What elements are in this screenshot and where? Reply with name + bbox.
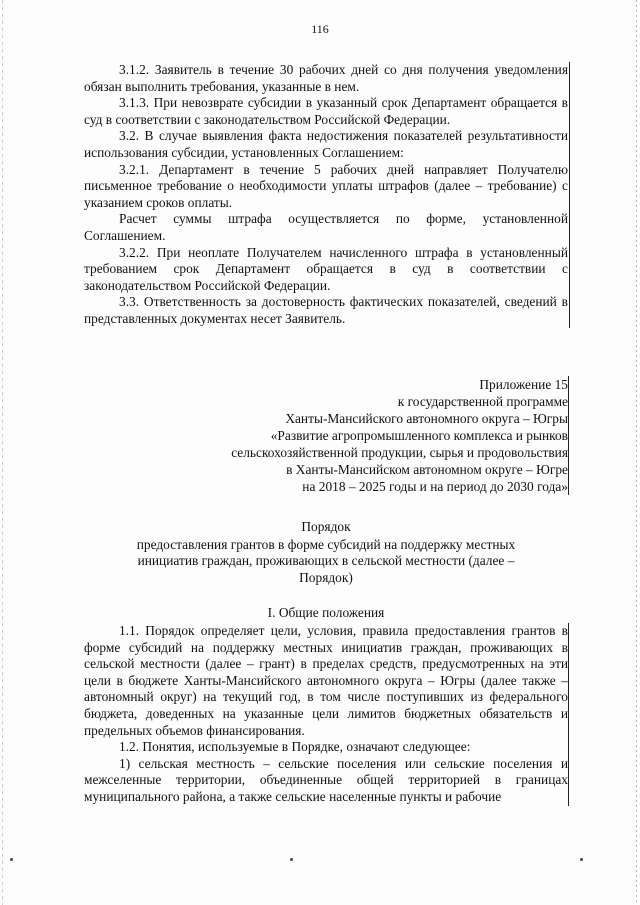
title-heading: Порядок bbox=[301, 519, 351, 534]
paragraph-fine-calc: Расчет суммы штрафа осуществляется по форме, установленной Соглашением. bbox=[84, 211, 568, 243]
appendix-line: Ханты-Мансийского автономного округа – Югры bbox=[285, 411, 568, 426]
appendix-line: сельскохозяйственной продукции, сырья и продовольствия bbox=[231, 445, 568, 460]
paragraph-3-1-2: 3.1.2. Заявитель в течение 30 рабочих дней со дня получения уведомления обязан выполнить требования, указанные в нем. bbox=[84, 62, 568, 94]
top-paragraphs bbox=[84, 62, 570, 328]
paragraph-1-1: 1.1. Порядок определяет цели, условия, правила предоставления грантов в форме субсидий на поддержку местных инициатив граждан, проживающих в сельской местности (далее – грант) в пределах средств, предусмотренных на эти цели в бюджете Ханты-Мансийского автономного округа – Югры (далее также – автономный округ) на текущий год, в том числе поступивших из федерального бюджета, доведенных на указанные цели лимитов бюджетных обязательств и предельных объемов финансирования. bbox=[84, 623, 568, 738]
section-heading: I. Общие положения bbox=[267, 605, 385, 620]
scan-edge-left bbox=[2, 0, 3, 905]
paragraph-3-3: 3.3. Ответственность за достоверность фактических показателей, сведений в представленных документах несет Заявитель. bbox=[84, 294, 568, 326]
document-title bbox=[84, 519, 568, 586]
title-subtitle-line: Порядок) bbox=[299, 569, 353, 585]
appendix-header bbox=[150, 376, 569, 495]
appendix-line: к государственной программе bbox=[397, 394, 568, 409]
paragraph-3-2-1: 3.2.1. Департамент в течение 5 рабочих дней направляет Получателю письменное требование о необходимости уплаты штрафов (далее – требование) с указанием сроков оплаты. bbox=[84, 161, 568, 210]
appendix-line: в Ханты-Мансийском автономном округе – Югре bbox=[286, 462, 568, 477]
paragraph-3-2: 3.2. В случае выявления факта недостижения показателей результативности использования субсидии, установленных Соглашением: bbox=[84, 128, 568, 160]
paragraph-3-2-2: 3.2.2. При неоплате Получателем начисленного штрафа в установленный требованием срок Департамент обращается в суд в соответствии с законодательством Российской Федерации. bbox=[84, 244, 568, 293]
scan-mark bbox=[10, 858, 13, 861]
title-subtitle-line: инициатив граждан, проживающих в сельской местности (далее – bbox=[137, 553, 515, 569]
page-number: 116 bbox=[311, 22, 329, 36]
paragraph-definition-1: 1) сельская местность – сельские поселения или сельские поселения и межселенные территории, объединенные общей территорией в границах муниципального района, а также сельские населенные пункты и рабочие bbox=[84, 755, 568, 804]
title-subtitle-line: предоставления грантов в форме субсидий на поддержку местных bbox=[136, 536, 516, 552]
appendix-line: Приложение 15 bbox=[479, 377, 568, 392]
scan-edge-right bbox=[636, 0, 637, 905]
section-paragraphs bbox=[84, 623, 569, 806]
appendix-line: на 2018 – 2025 годы и на период до 2030 года» bbox=[302, 479, 568, 494]
scan-mark bbox=[290, 858, 293, 861]
paragraph-3-1-3: 3.1.3. При невозврате субсидии в указанный срок Департамент обращается в суд в соответствии с законодательством Российской Федерации. bbox=[84, 95, 568, 127]
scan-mark bbox=[580, 858, 583, 861]
paragraph-1-2: 1.2. Понятия, используемые в Порядке, означают следующее: bbox=[119, 739, 471, 755]
appendix-line: «Развитие агропромышленного комплекса и рынков bbox=[270, 428, 568, 443]
